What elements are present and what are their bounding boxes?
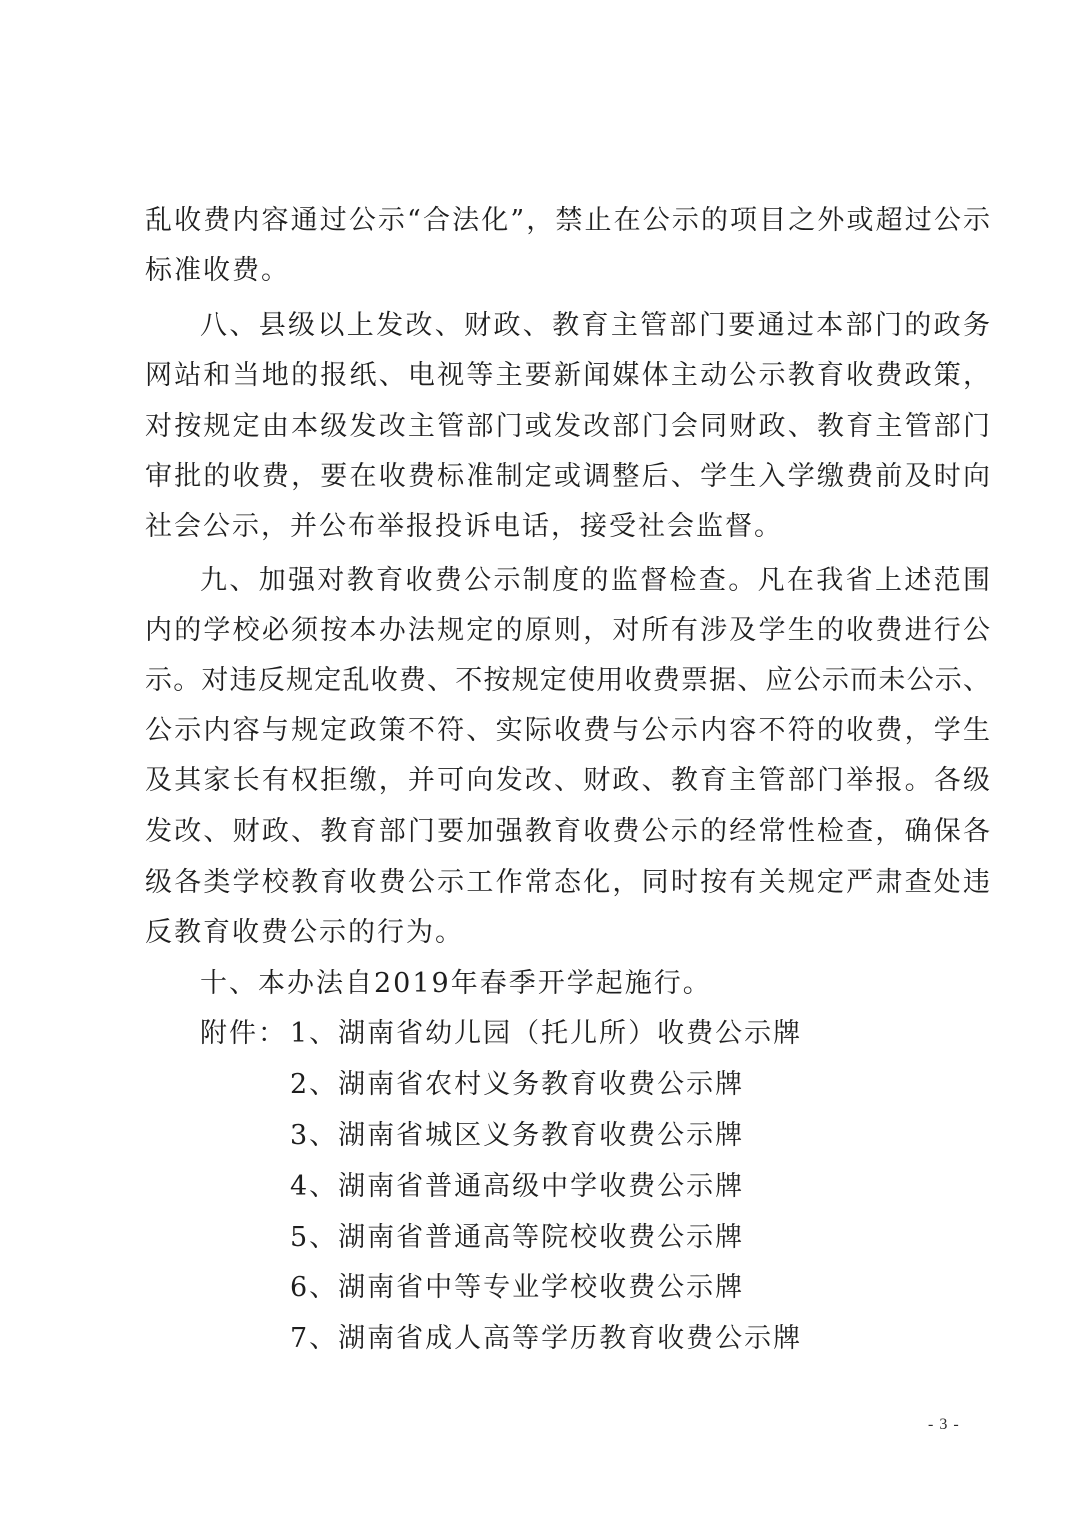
paragraph-line: 发改、财政、教育部门要加强教育收费公示的经常性检查，确保各: [145, 816, 990, 847]
attachment-item: 5、湖南省普通高等院校收费公示牌: [290, 1222, 745, 1253]
paragraph-line: 八、县级以上发改、财政、教育主管部门要通过本部门的政务: [200, 310, 990, 341]
paragraph-line: 十、本办法自2019年春季开学起施行。: [200, 968, 712, 999]
attachment-item: 3、湖南省城区义务教育收费公示牌: [290, 1120, 745, 1151]
paragraph-line: 社会公示，并公布举报投诉电话，接受社会监督。: [145, 511, 783, 542]
attachments-label: 附件：: [200, 1018, 287, 1049]
paragraph-line: 网站和当地的报纸、电视等主要新闻媒体主动公示教育收费政策，: [145, 360, 990, 391]
paragraph-line: 审批的收费，要在收费标准制定或调整后、学生入学缴费前及时向: [145, 461, 990, 492]
paragraph-line: 及其家长有权拒缴，并可向发改、财政、教育主管部门举报。各级: [145, 765, 990, 796]
attachment-item: 6、湖南省中等专业学校收费公示牌: [290, 1272, 745, 1303]
paragraph-line: 公示内容与规定政策不符、实际收费与公示内容不符的收费，学生: [145, 715, 990, 746]
attachment-item: 1、湖南省幼儿园（托儿所）收费公示牌: [290, 1018, 803, 1049]
paragraph-line: 对按规定由本级发改主管部门或发改部门会同财政、教育主管部门: [145, 411, 990, 442]
attachment-item: 7、湖南省成人高等学历教育收费公示牌: [290, 1323, 803, 1354]
paragraph-line: 反教育收费公示的行为。: [145, 917, 464, 948]
paragraph-line: 级各类学校教育收费公示工作常态化，同时按有关规定严肃查处违: [145, 867, 990, 898]
paragraph-line: 内的学校必须按本办法规定的原则，对所有涉及学生的收费进行公: [145, 615, 990, 646]
paragraph-line: 示。对违反规定乱收费、不按规定使用收费票据、应公示而未公示、: [145, 665, 990, 696]
paragraph-line: 标准收费。: [145, 255, 290, 286]
attachment-item: 2、湖南省农村义务教育收费公示牌: [290, 1069, 745, 1100]
attachment-item: 4、湖南省普通高级中学收费公示牌: [290, 1171, 745, 1202]
page-number: - 3 -: [928, 1416, 960, 1433]
paragraph-line: 乱收费内容通过公示“合法化”，禁止在公示的项目之外或超过公示: [145, 205, 990, 236]
paragraph-line: 九、加强对教育收费公示制度的监督检查。凡在我省上述范围: [200, 565, 990, 596]
